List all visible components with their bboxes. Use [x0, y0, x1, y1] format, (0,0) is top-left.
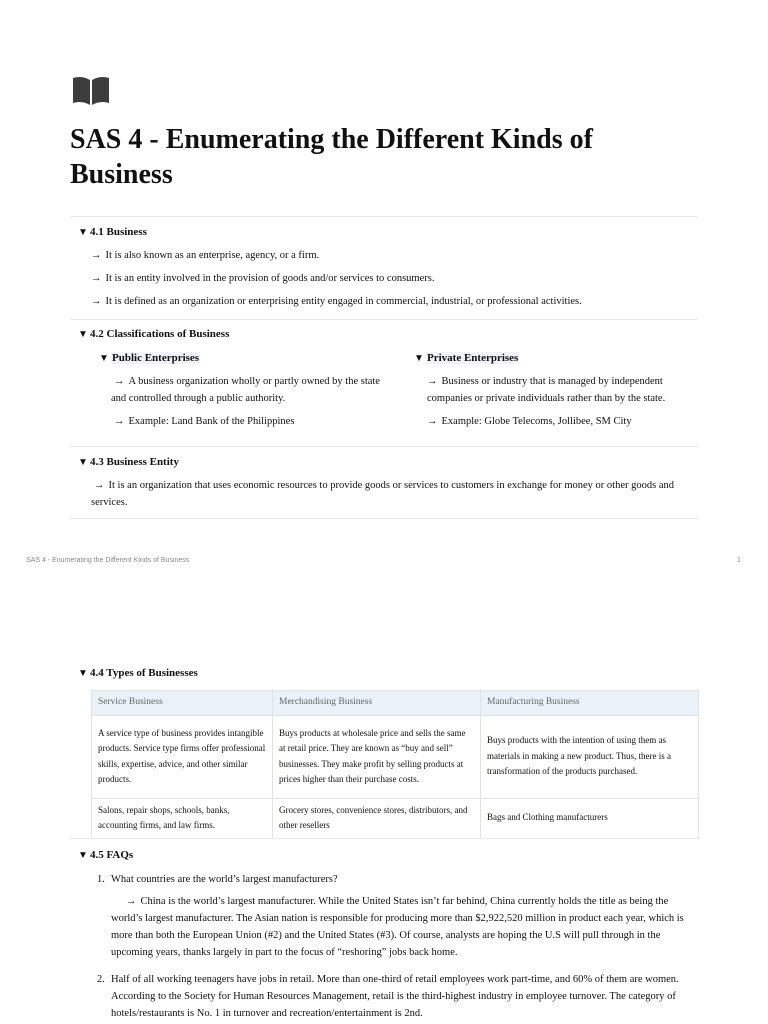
toggle-triangle-icon: ▼ — [78, 850, 88, 861]
table-row — [92, 715, 699, 798]
toggle-4-1[interactable] — [78, 225, 147, 240]
list-item: → It is also known as an enterprise, agency, or a firm. — [91, 250, 320, 261]
business-entity-text: → It is an organization that uses economic resources to provide goods or services to customers in exchange for money or other goods and services. — [91, 480, 674, 508]
toggle-4-3-label: 4.3 Business Entity — [90, 456, 179, 468]
table-cell: Buys products with the intention of using them as materials in making a new product. Thus, there is a transformation of the products purchased. — [481, 715, 699, 798]
page-2 — [0, 580, 768, 1024]
table-cell: A service type of business provides intangible products. Service type firms offer professional skills, expertise, advice, and other similar products. — [92, 715, 273, 798]
list-item: → It is an entity involved in the provision of goods and/or services to consumers. — [91, 273, 435, 284]
toggle-4-2-label: 4.2 Classifications of Business — [90, 328, 230, 340]
table-header-row — [92, 691, 699, 716]
arrow-icon: → — [427, 416, 438, 427]
divider — [70, 518, 698, 519]
page-number: 1 — [737, 557, 741, 564]
arrow-icon: → — [114, 376, 125, 387]
table-cell: Buys products at wholesale price and sells the same at retail price. They are known as “buy and sell” businesses. They make profit by selling products at prices higher than their purchase costs. — [273, 715, 481, 798]
column-header: Service Business — [92, 691, 273, 716]
footer-title: SAS 4 - Enumerating the Different Kinds of Business — [26, 557, 190, 564]
table-cell: Bags and Clothing manufacturers — [481, 798, 699, 838]
column-header: Manufacturing Business — [481, 691, 699, 716]
divider — [70, 319, 698, 320]
toggle-triangle-icon: ▼ — [99, 353, 109, 364]
arrow-icon: → — [427, 376, 438, 387]
faq-answer: → China is the world’s largest manufacturer. While the United States isn’t far behind, China currently holds the title as being the world’s largest manufacturer. The Asian nation is responsible for producing more than $2,922,520 million in product each year, which is more than both the European Union (#2) and the United States (#3). Of course, analysts are hoping the U.S will pull through in the upcoming years, thanks largely in part to the focus of “reshoring” jobs back home. — [111, 896, 684, 958]
arrow-icon: → — [91, 273, 102, 284]
private-enterprises-label: Private Enterprises — [427, 352, 519, 364]
column-header: Merchandising Business — [273, 691, 481, 716]
toggle-triangle-icon: ▼ — [414, 353, 424, 364]
private-definition: → Business or industry that is managed by independent companies or private individuals rather than by the state. — [427, 376, 666, 404]
list-item: → It is defined as an organization or enterprising entity engaged in commercial, industrial, or professional activities. — [91, 296, 582, 307]
table-row — [92, 798, 699, 838]
toggle-triangle-icon: ▼ — [78, 329, 88, 340]
arrow-icon: → — [94, 480, 105, 491]
toggle-triangle-icon: ▼ — [78, 668, 88, 679]
faq-question: Half of all working teenagers have jobs in retail. More than one-third of retail employees work part-time, and 60% of them are women. According to the Society for Human Resources Management, retail is the third-highest industry in employee turnover. The category of hotels/restaurants is No. 1 in turnover and recreation/entertainment is 2nd. — [111, 974, 679, 1019]
table-cell: Salons, repair shops, schools, banks, accounting firms, and law firms. — [92, 798, 273, 838]
public-example: → Example: Land Bank of the Philippines — [114, 416, 295, 427]
arrow-icon: → — [114, 416, 125, 427]
toggle-4-4-label: 4.4 Types of Businesses — [90, 667, 198, 679]
faq-number: 2. — [97, 974, 105, 985]
toggle-public-enterprises[interactable] — [99, 351, 200, 366]
toggle-triangle-icon: ▼ — [78, 457, 88, 468]
faq-question: What countries are the world’s largest manufacturers? — [111, 874, 338, 885]
page-title: SAS 4 - Enumerating the Different Kinds of Business — [70, 124, 593, 190]
table-cell: Grocery stores, convenience stores, distributors, and other resellers — [273, 798, 481, 838]
divider — [70, 216, 698, 217]
divider — [70, 446, 698, 447]
toggle-4-3[interactable] — [78, 455, 179, 470]
toggle-4-1-label: 4.1 Business — [90, 226, 147, 238]
private-example: → Example: Globe Telecoms, Jollibee, SM City — [427, 416, 632, 427]
toggle-4-2[interactable] — [78, 327, 229, 342]
arrow-icon: → — [91, 296, 102, 307]
public-enterprises-label: Public Enterprises — [112, 352, 200, 364]
business-types-table — [91, 690, 699, 839]
toggle-triangle-icon: ▼ — [78, 227, 88, 238]
faq-number: 1. — [97, 874, 105, 885]
toggle-private-enterprises[interactable] — [414, 351, 519, 366]
arrow-icon: → — [126, 896, 137, 907]
public-definition: → A business organization wholly or partly owned by the state and controlled through a public authority. — [111, 376, 380, 404]
toggle-4-5-label: 4.5 FAQs — [90, 849, 134, 861]
divider — [70, 838, 698, 839]
arrow-icon: → — [91, 250, 102, 261]
toggle-4-5[interactable] — [78, 848, 133, 863]
book-icon — [72, 76, 110, 106]
toggle-4-4[interactable] — [78, 666, 198, 681]
